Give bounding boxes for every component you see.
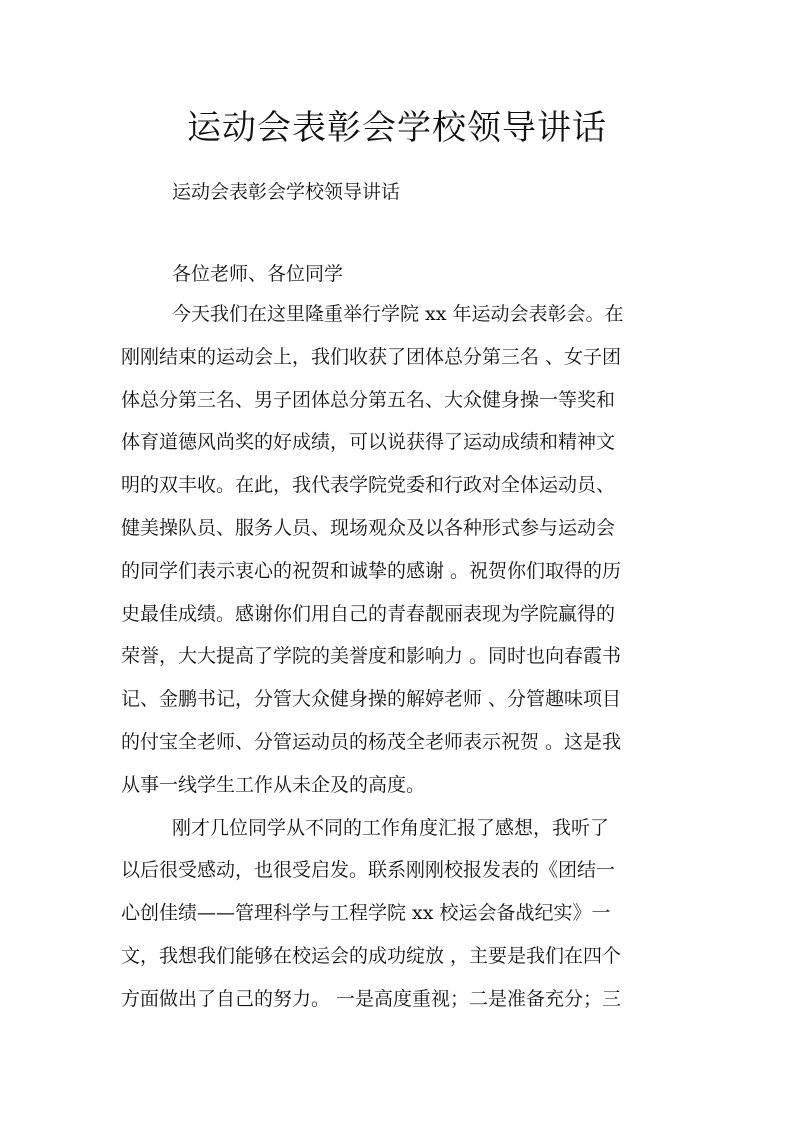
body-line: 荣誉，大大提高了学院的美誉度和影响力 。同时也向春霞书 <box>121 645 622 668</box>
body-line: 刚才几位同学从不同的工作角度汇报了感想，我听了 <box>172 816 610 839</box>
body-line: 明的双丰收。在此，我代表学院党委和行政对全体运动员、 <box>121 474 616 497</box>
body-line: 以后很受感动，也很受启发。联系刚刚校报发表的《团结一 <box>121 859 616 882</box>
body-line: 的付宝全老师、分管运动员的杨茂全老师表示祝贺 。这是我 <box>121 731 622 753</box>
body-line: 今天我们在这里隆重举行学院 xx 年运动会表彰会。在 <box>172 303 624 325</box>
body-line: 记、金鹏书记，分管大众健身操的解婷老师 、分管趣味项目 <box>121 688 622 711</box>
document-title: 运动会表彰会学校领导讲话 <box>187 108 607 148</box>
body-line: 史最佳成绩。感谢你们用自己的青春靓丽表现为学院赢得的 <box>121 602 616 625</box>
body-line: 体育道德风尚奖的好成绩，可以说获得了运动成绩和精神文 <box>121 431 616 454</box>
document-subtitle: 运动会表彰会学校领导讲话 <box>172 181 401 203</box>
body-line: 从事一线学生工作从未企及的高度。 <box>121 773 426 796</box>
body-line: 刚刚结束的运动会上，我们收获了团体总分第三名 、女子团 <box>121 345 622 368</box>
body-line: 体总分第三名、男子团体总分第五名、大众健身操一等奖和 <box>121 388 616 411</box>
body-line: 方面做出了自己的努力。 一是高度重视；二是准备充分；三 <box>121 987 622 1010</box>
greeting-line: 各位老师、各位同学 <box>172 263 344 285</box>
body-line: 心创佳绩——管理科学与工程学院 xx 校运会备战纪实》一 <box>121 902 611 925</box>
body-line: 健美操队员、服务人员、现场观众及以各种形式参与运动会 <box>121 517 616 539</box>
body-line: 的同学们表示衷心的祝贺和诚挚的感谢 。祝贺你们取得的历 <box>121 559 622 582</box>
body-line: 文，我想我们能够在校运会的成功绽放 ，主要是我们在四个 <box>121 945 622 967</box>
